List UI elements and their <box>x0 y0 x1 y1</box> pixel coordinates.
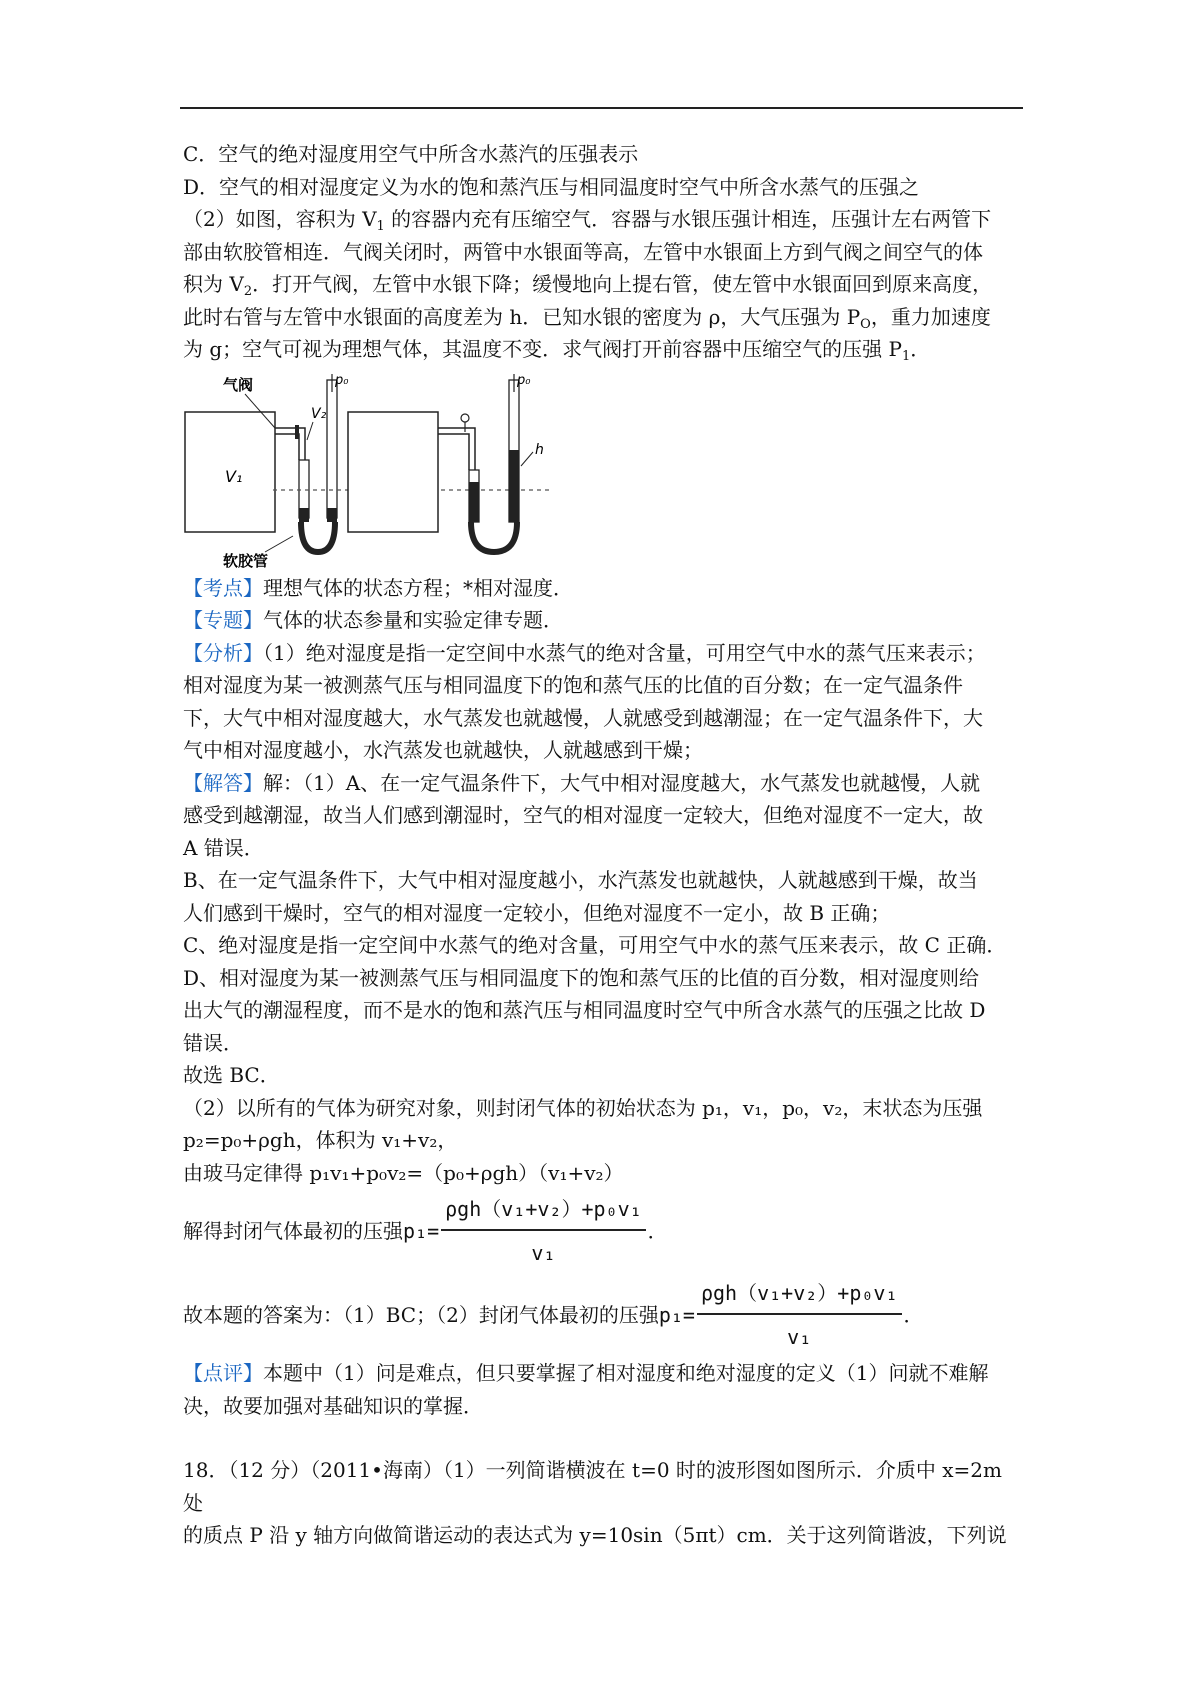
jieda-line-1: 【解答】解：（1）A、在一定气温条件下，大气中相对湿度越大，水气蒸发也就越慢，人就 <box>183 770 981 795</box>
fraction-numerator-answer: ρgh（v₁+v₂）+p₀v₁ <box>700 1280 898 1305</box>
jieda-line-9: 错误． <box>183 1030 243 1055</box>
h-label: h <box>535 441 544 458</box>
valve-label: 气阀 <box>223 375 254 394</box>
jieda-line-7: D、相对湿度为某一被测蒸气压与相同温度下的饱和蒸气压的比值的百分数，相对湿度则给 <box>183 965 980 990</box>
question-2-line-4: 此时右管与左管中水银面的高度差为 h．已知水银的密度为 ρ，大气压强为 $P_O$，重力加速度 <box>183 304 991 332</box>
solve-prefix: 解得封闭气体最初的压强 <box>183 1218 403 1243</box>
manometer-figure <box>183 370 603 570</box>
jieda-line-6: C、绝对湿度是指一定空间中水蒸气的绝对含量，可用空气中水的蒸气压来表示，故 C 正确． <box>183 933 1007 957</box>
kaodian-line: 【考点】理想气体的状态方程；*相对湿度． <box>183 575 573 600</box>
container-right <box>348 412 438 532</box>
v1-label: V₁ <box>225 466 243 486</box>
document-body <box>183 138 1023 1552</box>
fenxi-line-4: 气中相对湿度越小，水汽蒸发也就越快，人就越感到干燥； <box>183 738 703 762</box>
fenxi-line-1: 【分析】（1）绝对湿度是指一定空间中水蒸气的绝对含量，可用空气中水的蒸气压来表示； <box>183 640 986 665</box>
part2-line-1: （2）以所有的气体为研究对象，则封闭气体的初始状态为 p₁，v₁，p₀，v₂，末状态为压强 <box>183 1095 983 1120</box>
p1-symbol-answer: p₁= <box>658 1302 695 1327</box>
zhuanti-tag: 【专题】 <box>183 608 263 632</box>
fenxi-tag: 【分析】 <box>183 640 263 665</box>
valve-icon <box>295 425 299 439</box>
pipe-left <box>275 428 305 460</box>
jieda-line-5: 人们感到干燥时，空气的相对湿度一定较小，但绝对湿度不一定小，故 B 正确； <box>183 900 891 925</box>
dianping-tag: 【点评】 <box>183 1361 263 1385</box>
hose-right <box>471 522 517 552</box>
v2-label: V₂ <box>311 405 327 422</box>
question-2-line-3: 积为 $V_2$．打开气阀，左管中水银下降；缓慢地向上提右管，使左管中水银面回到原来高度， <box>183 272 993 299</box>
dianping-line-1: 【点评】本题中（1）问是难点，但只要掌握了相对湿度和绝对湿度的定义（1）问就不难解 <box>183 1361 989 1385</box>
option-d: D．空气的相对湿度定义为水的饱和蒸汽压与相同温度时空气中所含水蒸气的压强之 <box>183 174 920 199</box>
fraction <box>441 1193 646 1270</box>
jieda-line-10: 故选 BC． <box>183 1063 280 1087</box>
fraction-numerator: ρgh（v₁+v₂）+p₀v₁ <box>445 1196 642 1221</box>
answer-formula-line: 故本题的答案为：（1）BC；（2）封闭气体最初的压强 p₁= $\frac{\text{ρgh（v₁+v₂）+p₀v₁}}{\text{v₁}}$ ． <box>183 1273 1023 1357</box>
p0-label-left: p₀ <box>335 372 349 388</box>
valve-open-icon <box>461 414 469 422</box>
hose-left <box>301 522 335 552</box>
fenxi-line-2: 相对湿度为某一被测蒸气压与相同温度下的饱和蒸气压的比值的百分数；在一定气温条件 <box>183 673 963 697</box>
fraction-denominator-answer: v₁ <box>787 1324 812 1349</box>
jieda-line-3: A 错误． <box>183 835 264 860</box>
part2-line-3: 由玻马定律得 p₁v₁+p₀v₂=（p₀+ρgh）（v₁+v₂） <box>183 1160 624 1185</box>
fraction-answer <box>697 1277 902 1354</box>
jieda-line-8: 出大气的潮湿程度，而不是水的饱和蒸汽压与相同温度时空气中所含水蒸气的压强之比故 D <box>183 998 986 1022</box>
fenxi-line-3: 下，大气中相对湿度越大，水气蒸发也就越慢，人就感受到越潮湿；在一定气温条件下，大 <box>183 705 983 730</box>
jieda-tag: 【解答】 <box>183 770 263 795</box>
p0-label-right: p₀ <box>517 372 531 388</box>
p1-symbol: p₁= <box>403 1218 440 1243</box>
fraction-denominator: v₁ <box>531 1240 556 1265</box>
question-18-line-1: 18．（12 分）（2011•海南）（1）一列简谐横波在 t=0 时的波形图如图所示．介质中 x=2m 处 <box>183 1458 1002 1515</box>
zhuanti-line: 【专题】气体的状态参量和实验定律专题． <box>183 608 563 632</box>
dianping-line-2: 决，故要加强对基础知识的掌握． <box>183 1393 483 1418</box>
hose-label: 软胶管 <box>223 551 269 570</box>
answer-prefix: 故本题的答案为：（1）BC；（2）封闭气体最初的压强 <box>183 1302 659 1327</box>
option-c: C．空气的绝对湿度用空气中所含水蒸汽的压强表示 <box>183 142 639 166</box>
question-2-line-5: 为 g；空气可视为理想气体，其温度不变．求气阀打开前容器中压缩空气的压强 $P_1$． <box>183 337 931 364</box>
question-2-line-2: 部由软胶管相连．气阀关闭时，两管中水银面等高，左管中水银面上方到气阀之间空气的体 <box>183 239 983 264</box>
jieda-line-2: 感受到越潮湿，故当人们感到潮湿时，空气的相对湿度一定较大，但绝对湿度不一定大，故 <box>183 803 983 827</box>
question-2-line-1: （2）如图，容积为 $V_1$ 的容器内充有压缩空气．容器与水银压强计相连，压强计左右两管下 <box>183 207 992 234</box>
tube-right-a <box>327 380 337 518</box>
solution-formula-line: 解得封闭气体最初的压强 p₁= $\frac{\text{ρgh（v₁+v₂）+p₀v₁}}{\text{v₁}}$ ． <box>183 1189 1023 1273</box>
question-18-line-2: 的质点 P 沿 y 轴方向做简谐运动的表达式为 y=10sin（5πt）cm．关于这列简谐波，下列说 <box>183 1523 1007 1547</box>
kaodian-tag: 【考点】 <box>183 575 263 600</box>
part2-line-2: p₂=p₀+ρgh，体积为 v₁+v₂， <box>183 1128 458 1152</box>
jieda-line-4: B、在一定气温条件下，大气中相对湿度越小，水汽蒸发也就越快，人就越感到干燥，故当 <box>183 868 978 892</box>
header-rule <box>180 107 1023 109</box>
